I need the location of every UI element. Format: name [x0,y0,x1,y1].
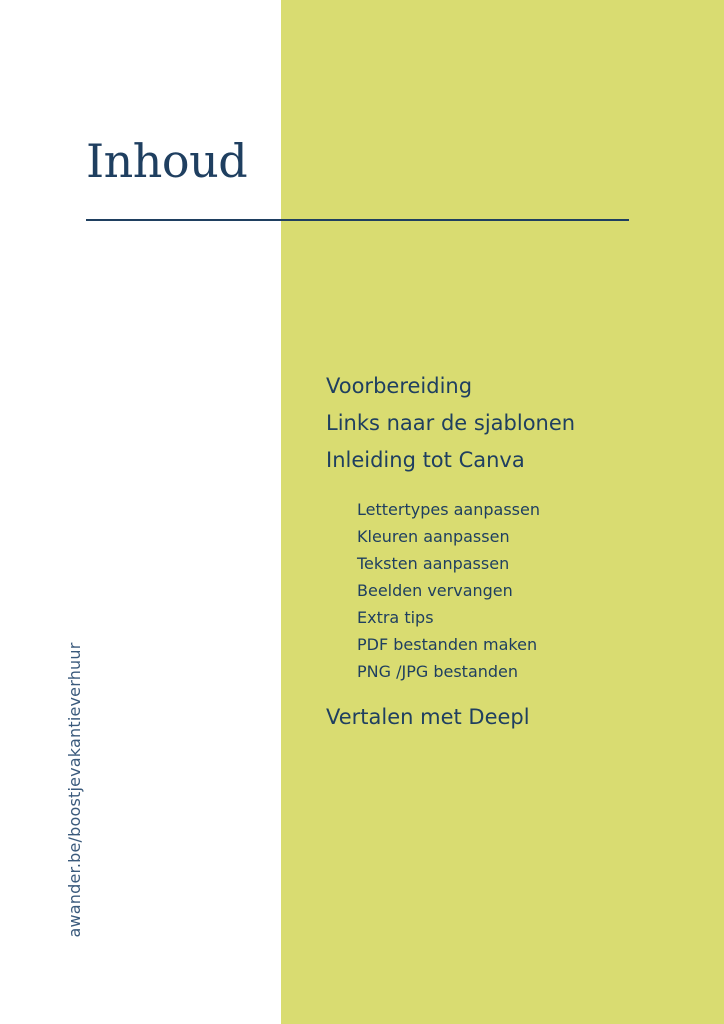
toc-subitem-lettertypes: Lettertypes aanpassen [357,500,540,519]
toc-subitem-kleuren: Kleuren aanpassen [357,527,510,546]
toc-item-voorbereiding: Voorbereiding [326,374,473,398]
title-divider [86,219,629,221]
table-of-contents [326,368,706,736]
toc-subitem-beelden: Beelden vervangen [357,581,513,600]
toc-subitem-pdf: PDF bestanden maken [357,635,538,654]
toc-subitem-teksten: Teksten aanpassen [357,554,510,573]
toc-sub-list [326,496,706,685]
toc-item-inleiding-canva: Inleiding tot Canva [326,448,525,472]
toc-subitem-png-jpg: PNG /JPG bestanden [357,662,519,681]
side-url-text: awander.be/boostjevakantieverhuur [65,642,84,938]
toc-item-links-sjablonen: Links naar de sjablonen [326,411,576,435]
toc-item-vertalen-deepl: Vertalen met Deepl [326,705,530,729]
toc-subitem-extra-tips: Extra tips [357,608,434,627]
page-title: Inhoud [86,134,248,188]
